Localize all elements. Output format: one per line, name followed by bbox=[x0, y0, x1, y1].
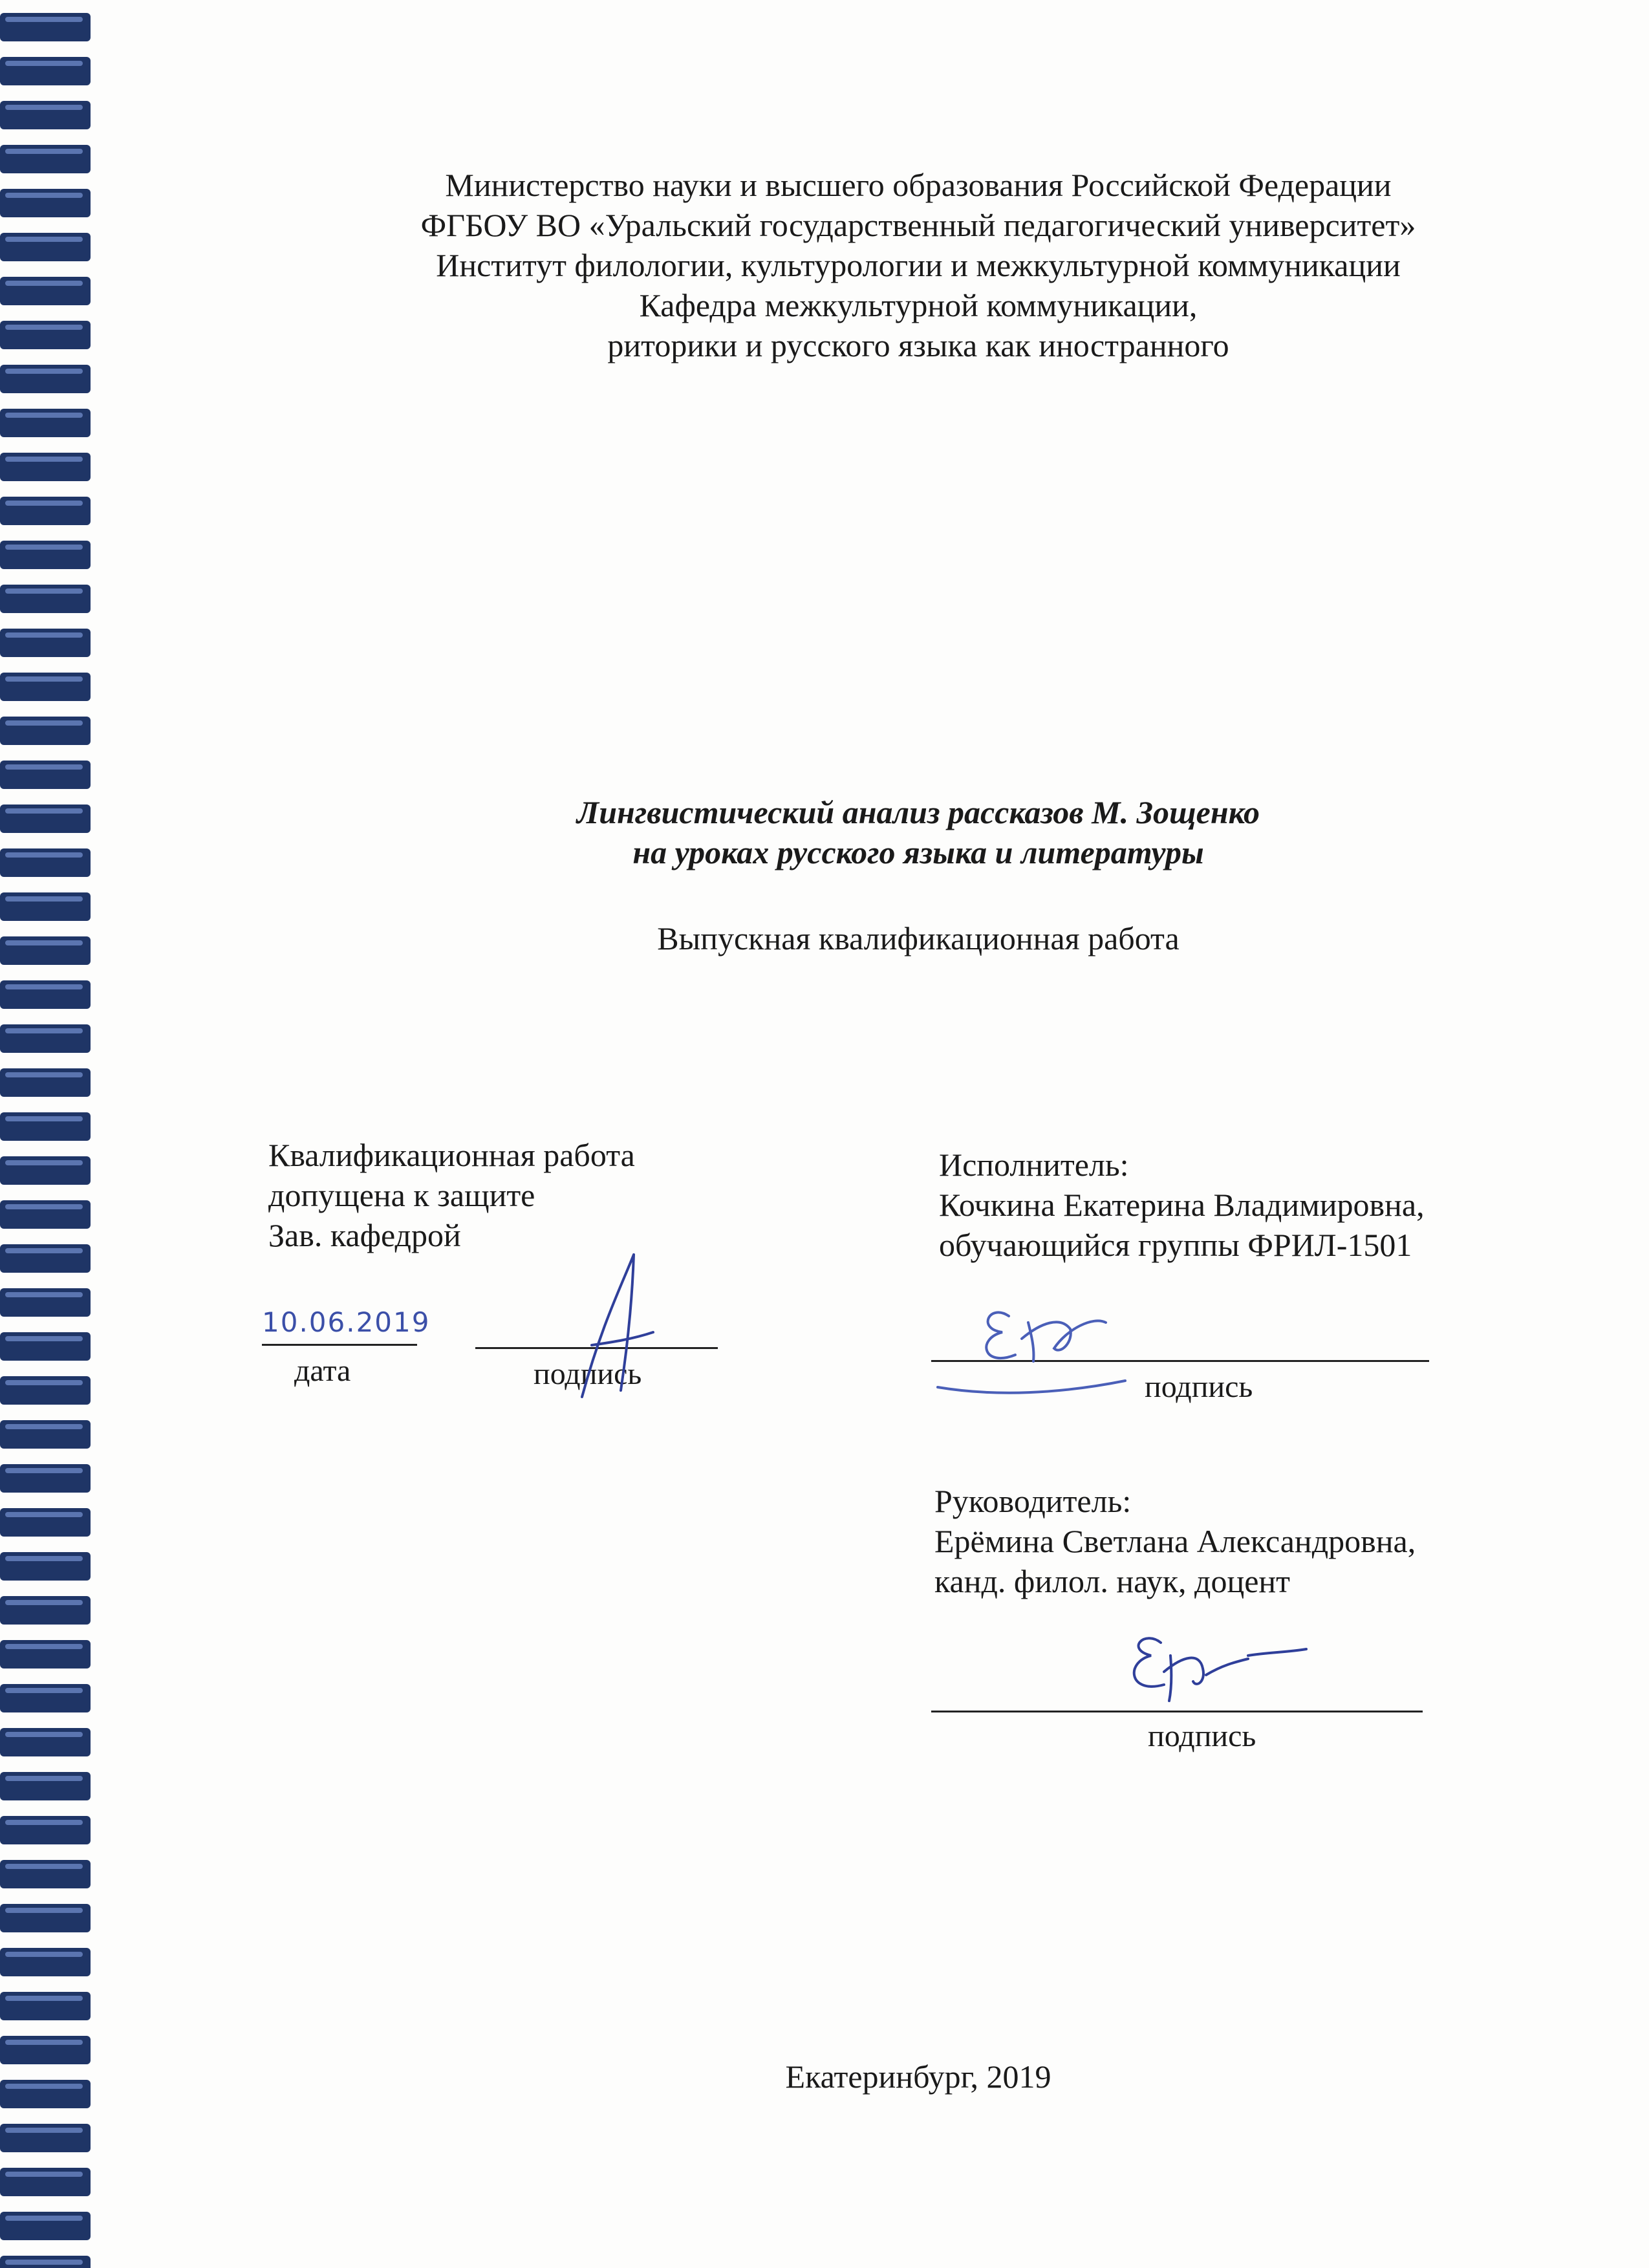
supervisor-degree: канд. филол. наук, доцент bbox=[934, 1563, 1291, 1599]
binding-ring-highlight bbox=[5, 1952, 83, 1957]
head-signature-label: подпись bbox=[534, 1357, 642, 1391]
binding-ring-highlight bbox=[5, 1380, 83, 1385]
binding-ring-highlight bbox=[5, 2260, 83, 2265]
spiral-binding bbox=[0, 0, 97, 2268]
binding-ring-highlight bbox=[5, 589, 83, 594]
binding-ring-highlight bbox=[5, 1600, 83, 1605]
admission-line-3: Зав. кафедрой bbox=[268, 1217, 461, 1253]
binding-ring-highlight bbox=[5, 325, 83, 330]
date-line bbox=[262, 1344, 417, 1346]
supervisor-signature bbox=[1099, 1617, 1313, 1720]
author-signature bbox=[931, 1277, 1164, 1407]
binding-ring-highlight bbox=[5, 193, 83, 198]
binding-ring-highlight bbox=[5, 1072, 83, 1077]
binding-ring-highlight bbox=[5, 1204, 83, 1209]
supervisor-name: Ерёмина Светлана Александровна, bbox=[934, 1523, 1416, 1559]
department-line-2: риторики и русского языка как иностранного bbox=[607, 327, 1229, 363]
binding-ring-highlight bbox=[5, 1248, 83, 1253]
binding-ring-highlight bbox=[5, 1028, 83, 1033]
author-signature-label: подпись bbox=[1145, 1370, 1253, 1404]
title-line-2: на уроках русского языка и литературы bbox=[632, 834, 1204, 870]
author-group: обучающийся группы ФРИЛ-1501 bbox=[939, 1227, 1412, 1263]
binding-ring-highlight bbox=[5, 1732, 83, 1737]
binding-ring-highlight bbox=[5, 896, 83, 902]
binding-ring-highlight bbox=[5, 17, 83, 22]
binding-ring-highlight bbox=[5, 501, 83, 506]
binding-ring-highlight bbox=[5, 1908, 83, 1913]
binding-ring-highlight bbox=[5, 1116, 83, 1121]
institution-header bbox=[233, 165, 1604, 365]
admission-line-2: допущена к защите bbox=[268, 1177, 535, 1213]
binding-ring-highlight bbox=[5, 1864, 83, 1869]
institute-line: Институт филологии, культурологии и межкультурной коммуникации bbox=[436, 247, 1401, 283]
date-label: дата bbox=[294, 1354, 351, 1388]
binding-ring-highlight bbox=[5, 1160, 83, 1165]
binding-ring-highlight bbox=[5, 1468, 83, 1473]
binding-ring-highlight bbox=[5, 457, 83, 462]
binding-ring-highlight bbox=[5, 720, 83, 726]
head-signature bbox=[556, 1248, 673, 1403]
binding-ring-highlight bbox=[5, 632, 83, 638]
binding-ring-highlight bbox=[5, 2084, 83, 2089]
binding-ring-highlight bbox=[5, 852, 83, 858]
binding-ring-highlight bbox=[5, 2040, 83, 2045]
supervisor-role: Руководитель: bbox=[934, 1483, 1132, 1519]
binding-ring-highlight bbox=[5, 369, 83, 374]
binding-ring-highlight bbox=[5, 149, 83, 154]
binding-ring-highlight bbox=[5, 237, 83, 242]
binding-ring-highlight bbox=[5, 1292, 83, 1297]
city-year: Екатеринбург, 2019 bbox=[785, 2058, 1051, 2095]
binding-ring-highlight bbox=[5, 764, 83, 770]
binding-ring-highlight bbox=[5, 545, 83, 550]
binding-ring-highlight bbox=[5, 2216, 83, 2221]
binding-ring-highlight bbox=[5, 1644, 83, 1649]
author-role: Исполнитель: bbox=[939, 1147, 1129, 1183]
admission-block bbox=[268, 1135, 635, 1255]
binding-ring-highlight bbox=[5, 1512, 83, 1517]
ministry-line: Министерство науки и высшего образования Российской Федерации bbox=[445, 167, 1392, 203]
binding-ring-highlight bbox=[5, 676, 83, 682]
department-line-1: Кафедра межкультурной коммуникации, bbox=[639, 287, 1198, 323]
binding-ring-highlight bbox=[5, 105, 83, 110]
binding-ring-highlight bbox=[5, 281, 83, 286]
binding-ring-highlight bbox=[5, 940, 83, 945]
binding-ring-highlight bbox=[5, 413, 83, 418]
binding-ring-highlight bbox=[5, 1820, 83, 1825]
author-block bbox=[939, 1145, 1425, 1265]
binding-ring-highlight bbox=[5, 61, 83, 66]
binding-ring-highlight bbox=[5, 2128, 83, 2133]
supervisor-block bbox=[934, 1481, 1416, 1601]
binding-ring-highlight bbox=[5, 1556, 83, 1561]
binding-ring-highlight bbox=[5, 1424, 83, 1429]
work-type: Выпускная квалификационная работа bbox=[657, 920, 1180, 956]
binding-ring-highlight bbox=[5, 984, 83, 989]
date-stamp: 10.06.2019 bbox=[262, 1306, 431, 1338]
author-name: Кочкина Екатерина Владимировна, bbox=[939, 1187, 1425, 1223]
thesis-title bbox=[233, 792, 1604, 872]
title-line-1: Лингвистический анализ рассказов М. Зощенко bbox=[576, 794, 1260, 830]
admission-line-1: Квалификационная работа bbox=[268, 1137, 635, 1173]
university-line: ФГБОУ ВО «Уральский государственный педагогический университет» bbox=[420, 207, 1416, 243]
binding-ring-highlight bbox=[5, 1996, 83, 2001]
binding-ring-highlight bbox=[5, 1776, 83, 1781]
binding-ring-highlight bbox=[5, 1688, 83, 1693]
supervisor-signature-label: подпись bbox=[1148, 1719, 1256, 1753]
binding-ring-highlight bbox=[5, 1336, 83, 1341]
binding-ring-highlight bbox=[5, 2172, 83, 2177]
binding-ring-highlight bbox=[5, 808, 83, 814]
